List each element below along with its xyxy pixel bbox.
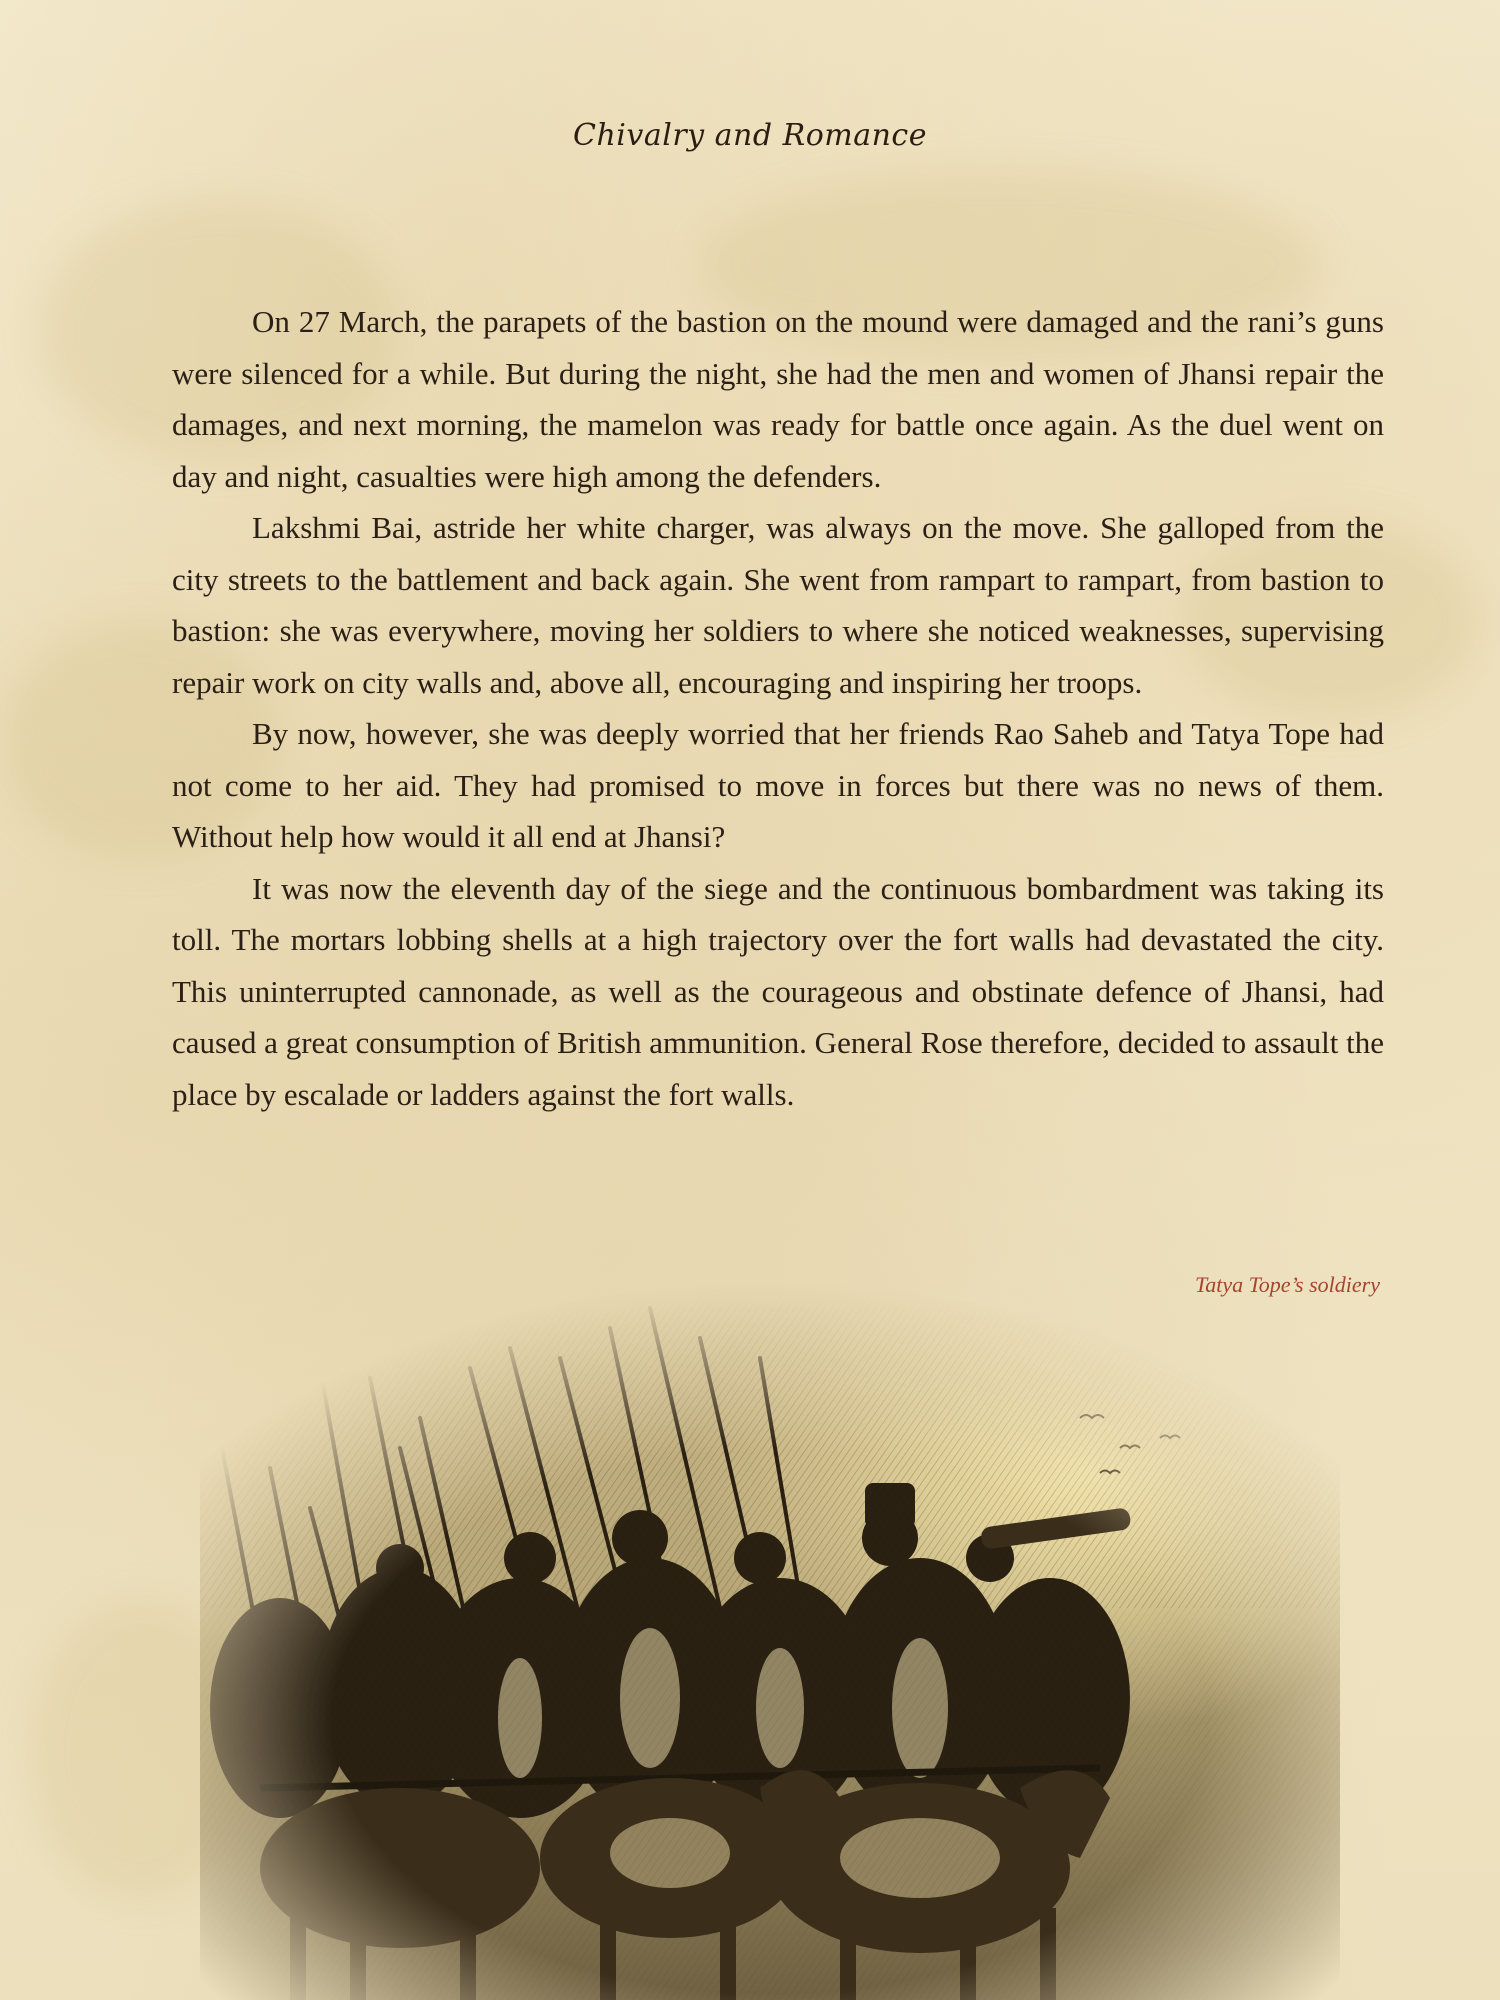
soldiers-on-horseback-icon — [200, 1268, 1340, 2000]
running-head: Chivalry and Romance — [573, 118, 927, 153]
engraving-illustration — [200, 1268, 1340, 2000]
body-text — [172, 296, 1384, 1120]
paragraph: On 27 March, the parapets of the bastion on the mound were damaged and the rani’s guns were silenced for a while. But during the night, she had the men and women of Jhansi repair the damages, and next morning, the mamelon was ready for battle once again. As the duel went on day and night, casualties were high among the defenders. — [172, 304, 1384, 494]
paragraph: It was now the eleventh day of the siege and the continuous bombardment was taking its toll. The mortars lobbing shells at a high trajectory over the fort walls had devastated the city. This uninterrupted cannonade, as well as the courageous and obstinate defence of Jhansi, had caused a great consumption of British ammunition. General Rose therefore, decided to assault the place by escalade or ladders against the fort walls. — [172, 870, 1384, 1112]
illustration-caption: Tatya Tope’s soldiery — [1194, 1272, 1380, 1297]
paragraph: By now, however, she was deeply worried that her friends Rao Saheb and Tatya Tope had not come to her aid. They had promised to move in forces but there was no news of them. Without help how would it all end at Jhansi? — [172, 716, 1384, 854]
paragraph: Lakshmi Bai, astride her white charger, was always on the move. She galloped from the city streets to the battlement and back again. She went from rampart to rampart, from bastion to bastion: she was everywhere, moving her soldiers to where she noticed weaknesses, supervising repair work on city walls and, above all, encouraging and inspiring her troops. — [172, 510, 1384, 700]
